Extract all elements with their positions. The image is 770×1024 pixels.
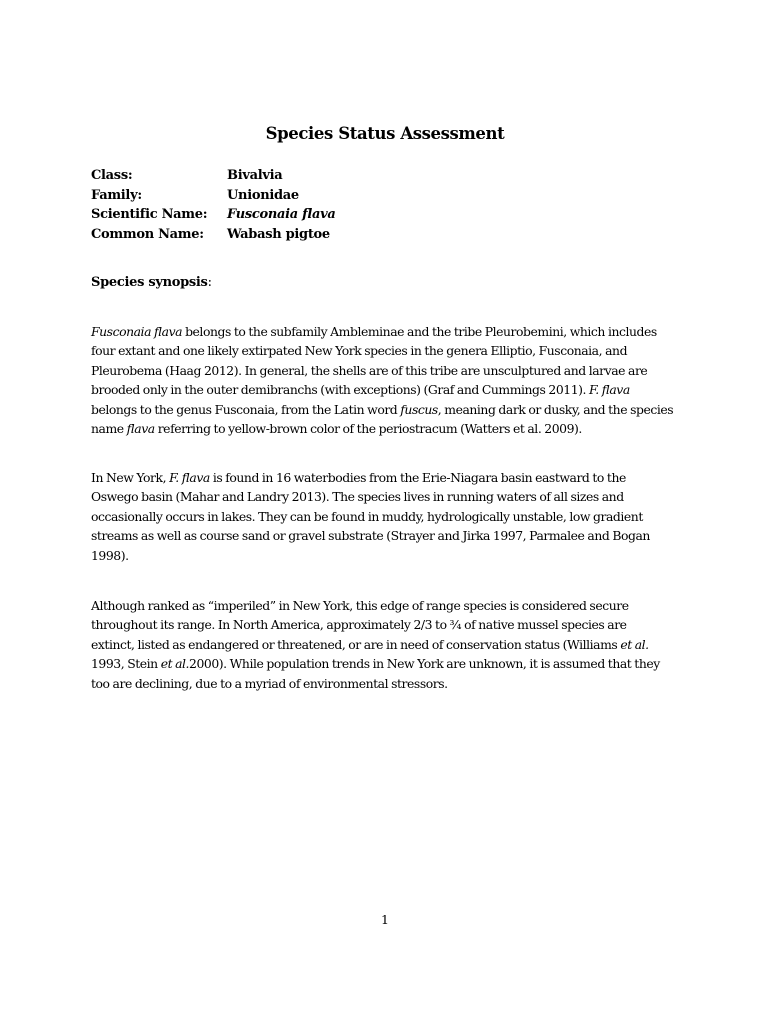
text-span: referring to yellow-brown color of the periostracum (Watters et al. 2009). (154, 421, 582, 437)
scientific-name-label: Scientific Name: (91, 207, 208, 223)
text-line: 1998). (91, 547, 129, 563)
paragraph-taxonomy (91, 322, 691, 438)
page-number: 1 (381, 912, 389, 927)
class-row (91, 166, 336, 186)
family-value: Unionidae (227, 187, 299, 203)
species-name-italic: Fusconaia flava (91, 324, 183, 339)
synopsis-heading (91, 275, 212, 290)
family-row (91, 186, 336, 206)
text-span: extinct, listed as endangered or threatened, or are in need of conservation status (Williams (91, 636, 621, 652)
family-label: Family: (91, 187, 142, 203)
text-span: 2000). While population trends in New York are unknown, it is assumed that they (189, 656, 660, 672)
paragraph-distribution (91, 468, 691, 565)
text-span: name (91, 421, 127, 437)
text-span: brooded only in the outer demibranchs (with exceptions) (Graf and Cummings 2011). (91, 382, 590, 398)
scientific-name-row (91, 205, 336, 225)
text-line: streams as well as course sand or gravel substrate (Strayer and Jirka 1997, Parmalee and Bogan (91, 528, 650, 544)
page-title: Species Status Assessment (265, 124, 505, 143)
class-value: Bivalvia (227, 168, 283, 183)
common-name-value: Wabash pigtoe (227, 226, 330, 242)
text-line: Although ranked as “imperiled” in New York, this edge of range species is considered secure (91, 598, 629, 613)
synopsis-heading-text: Species synopsis (91, 275, 208, 290)
text-line: four extant and one likely extirpated New York species in the genera Elliptio, Fusconaia, and (91, 343, 628, 359)
common-name-row (91, 225, 336, 245)
citation-italic: et al. (620, 636, 649, 652)
text-span: belongs to the genus Fusconaia, from the Latin word (91, 401, 401, 417)
species-name-italic: F. flava (169, 470, 210, 485)
text-span: belongs to the subfamily Ambleminae and the tribe Pleurobemini, which includes (182, 324, 657, 339)
text-span: In New York, (91, 470, 170, 485)
paragraph-status (91, 596, 691, 693)
latin-word-italic: fuscus (400, 401, 438, 417)
text-line: throughout its range. In North America, approximately 2/3 to ¾ of native mussel species are (91, 617, 627, 633)
scientific-name-value: Fusconaia flava (227, 207, 336, 223)
species-info-table (91, 166, 336, 244)
text-line: Oswego basin (Mahar and Landry 2013). The species lives in running waters of all sizes and (91, 489, 624, 505)
common-name-label: Common Name: (91, 226, 204, 242)
text-line (91, 468, 691, 487)
latin-word-italic: flava (126, 421, 155, 437)
text-span: 1993, Stein (91, 656, 161, 672)
text-line: too are declining, due to a myriad of environmental stressors. (91, 675, 448, 691)
text-line (91, 322, 691, 341)
synopsis-heading-colon: : (207, 275, 212, 290)
species-name-italic: F. flava (589, 382, 630, 398)
text-line: occasionally occurs in lakes. They can be found in muddy, hydrologically unstable, low gradient (91, 508, 643, 524)
text-line: Pleurobema (Haag 2012). In general, the shells are of this tribe are unsculptured and larvae are (91, 362, 648, 378)
text-span: , meaning dark or dusky, and the species (437, 401, 674, 417)
citation-italic: et al. (160, 656, 190, 672)
text-line (91, 419, 691, 438)
text-line (91, 380, 691, 399)
text-line (91, 654, 691, 673)
text-line (91, 635, 691, 654)
class-label: Class: (91, 168, 133, 183)
text-line (91, 400, 691, 419)
text-span: is found in 16 waterbodies from the Erie-Niagara basin eastward to the (209, 470, 626, 485)
